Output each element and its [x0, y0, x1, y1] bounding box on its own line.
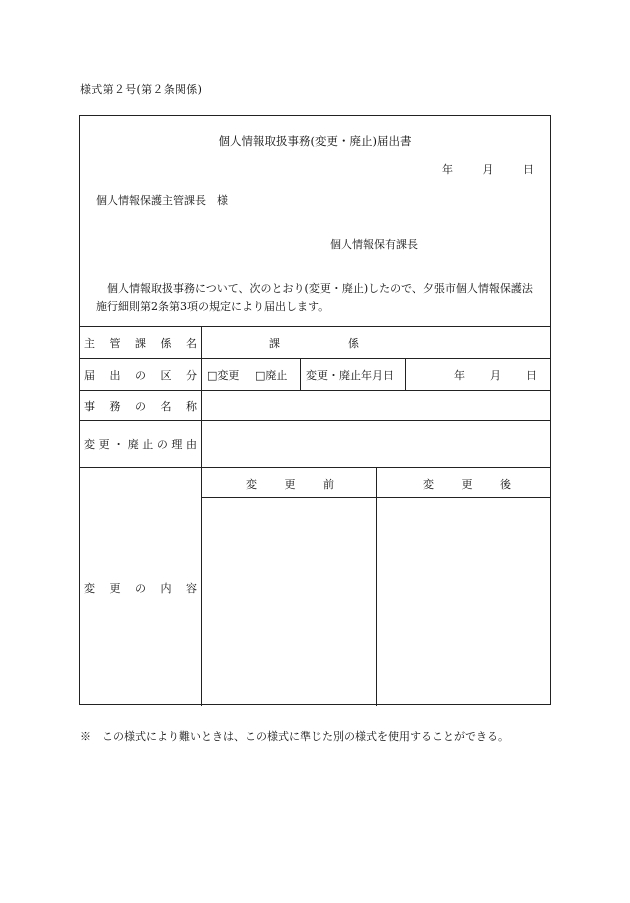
change-date-month: 月 [490, 369, 501, 382]
change-date-year: 年 [454, 369, 465, 382]
notification-type-label: 届出の区分 [84, 369, 197, 382]
work-name-label: 事務の名称 [84, 400, 197, 413]
date-day: 日 [523, 163, 534, 176]
reason-label: 変更・廃止の理由 [84, 438, 197, 451]
addressee: 個人情報保護主管課長 様 [96, 194, 228, 207]
sender: 個人情報保有課長 [330, 238, 418, 251]
department-kakari: 係 [348, 337, 359, 350]
submission-date [442, 161, 534, 177]
row-divider [80, 326, 550, 327]
body-text: 個人情報取扱事務について、次のとおり(変更・廃止)したので、夕張市個人情報保護法施行細則第2条第3項の規定により届出します。 [96, 282, 533, 313]
row-divider [80, 390, 550, 391]
row-divider [80, 358, 550, 359]
date-label-divider [405, 358, 406, 390]
form-number: 様式第２号(第２条関係) [80, 83, 203, 96]
before-after-divider [376, 467, 377, 706]
row-divider [80, 467, 550, 468]
change-date-day: 日 [526, 369, 537, 382]
label-column-divider [201, 326, 202, 706]
date-month: 月 [482, 163, 494, 176]
option-abolish[interactable]: □廃止 [255, 369, 288, 382]
row-divider [80, 420, 550, 421]
option-change[interactable]: □変更 [207, 369, 240, 382]
after-change-header: 変更後 [423, 478, 511, 491]
notification-form [79, 115, 551, 705]
footnote: ※ この様式により難いときは、この様式に準じた別の様式を使用することができる。 [80, 730, 509, 743]
date-year: 年 [442, 163, 453, 176]
option-divider [300, 358, 301, 390]
document-title: 個人情報取扱事務(変更・廃止)届出書 [218, 134, 412, 148]
department-label: 主管課係名 [84, 337, 197, 350]
before-change-header: 変更前 [246, 478, 334, 491]
department-ka: 課 [269, 337, 280, 350]
change-date-label: 変更・廃止年月日 [306, 369, 394, 382]
change-content-label: 変更の内容 [84, 582, 197, 595]
